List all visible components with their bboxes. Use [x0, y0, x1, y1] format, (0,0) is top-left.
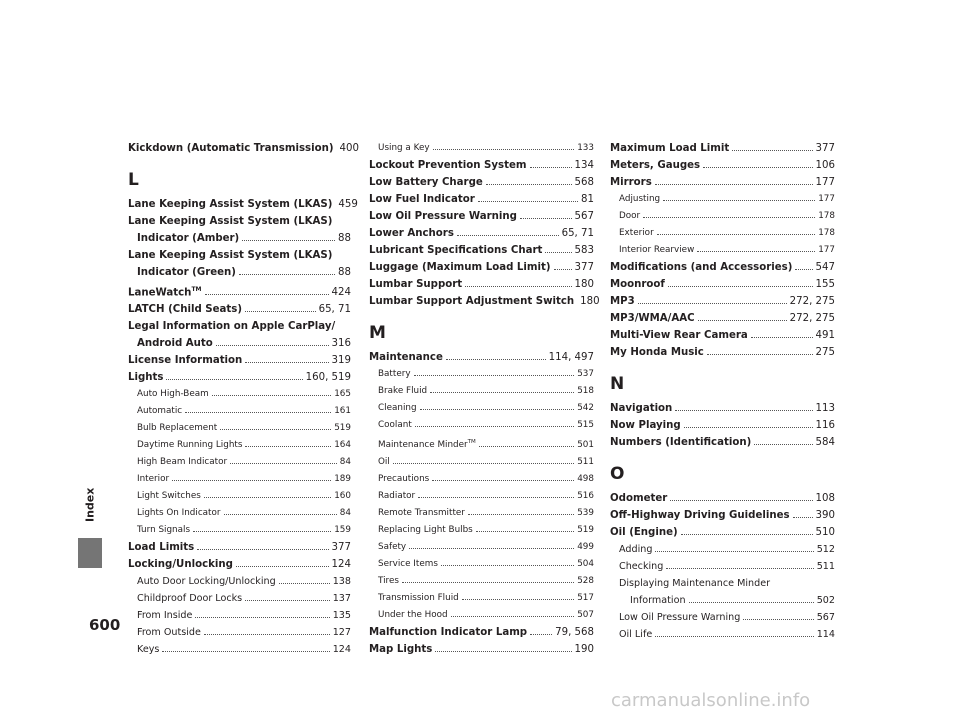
- index-entry[interactable]: Malfunction Indicator Lamp 79, 568: [369, 626, 594, 638]
- index-subentry[interactable]: Safety 499: [369, 539, 594, 556]
- index-subentry[interactable]: Low Oil Pressure Warning 567: [619, 612, 835, 623]
- section-letter-m: M: [369, 323, 386, 343]
- index-subentry[interactable]: Door 178: [610, 208, 835, 225]
- index-subentry[interactable]: Information 502: [630, 595, 835, 606]
- index-entry[interactable]: Lockout Prevention System 134: [369, 160, 594, 171]
- index-entry[interactable]: Lumbar Support 180: [369, 279, 594, 290]
- index-column-2: [369, 140, 600, 658]
- index-subentry[interactable]: Under the Hood 507: [369, 607, 594, 624]
- index-subentry[interactable]: Battery 537: [369, 366, 594, 383]
- section-letter-n: N: [610, 374, 625, 394]
- index-subentry[interactable]: Maintenance Minder™ 501: [369, 434, 594, 454]
- index-entry[interactable]: Multi-View Rear Camera 491: [610, 330, 835, 341]
- index-subentry[interactable]: Adding 512: [619, 544, 835, 555]
- index-subentry[interactable]: Adjusting 177: [610, 191, 835, 208]
- page-number: 600: [89, 616, 121, 634]
- watermark: carmanualsonline.info: [611, 690, 811, 711]
- index-subentry[interactable]: Cleaning 542: [369, 400, 594, 417]
- index-subentry[interactable]: Checking 511: [619, 561, 835, 572]
- index-entry[interactable]: Mirrors 177: [610, 177, 835, 188]
- index-subentry[interactable]: Radiator 516: [369, 488, 594, 505]
- index-entry[interactable]: Oil (Engine) 510: [610, 527, 835, 538]
- index-entry[interactable]: License Information 319: [128, 355, 351, 367]
- index-subentry[interactable]: From Inside 135: [137, 610, 351, 622]
- index-entry-line: Lane Keeping Assist System (LKAS): [128, 250, 333, 261]
- index-entry[interactable]: Load Limits 377: [128, 542, 351, 554]
- index-subentry[interactable]: Light Switches 160: [128, 488, 351, 505]
- index-entry[interactable]: Numbers (Identification) 584: [610, 437, 835, 448]
- index-entry[interactable]: Maximum Load Limit 377: [610, 143, 835, 154]
- index-entry[interactable]: Lubricant Specifications Chart 583: [369, 245, 594, 256]
- index-subentry[interactable]: Brake Fluid 518: [369, 383, 594, 400]
- index-entry[interactable]: Modifications (and Accessories) 547: [610, 262, 835, 273]
- index-entry[interactable]: Low Oil Pressure Warning 567: [369, 211, 594, 222]
- index-subentry[interactable]: Coolant 515: [369, 417, 594, 434]
- index-subentry[interactable]: Oil 511: [369, 454, 594, 471]
- index-subentry[interactable]: High Beam Indicator 84: [128, 454, 351, 471]
- index-column-3: [610, 140, 835, 643]
- index-entry[interactable]: Maintenance 114, 497: [369, 352, 594, 363]
- index-entry[interactable]: Meters, Gauges 106: [610, 160, 835, 171]
- index-subentry[interactable]: Interior 189: [128, 471, 351, 488]
- index-subentry[interactable]: Daytime Running Lights 164: [128, 437, 351, 454]
- index-subentry[interactable]: Service Items 504: [369, 556, 594, 573]
- index-entry[interactable]: Low Battery Charge 568: [369, 177, 594, 188]
- index-subentry[interactable]: Using a Key 133: [369, 140, 594, 157]
- side-tab-marker: [78, 538, 102, 568]
- index-entry-line: Lane Keeping Assist System (LKAS): [128, 216, 333, 227]
- index-subentry[interactable]: Keys 124: [137, 644, 351, 656]
- index-subentry[interactable]: Turn Signals 159: [128, 522, 351, 539]
- index-subentry[interactable]: Childproof Door Locks 137: [137, 593, 351, 605]
- index-entry[interactable]: Low Fuel Indicator 81: [369, 194, 594, 205]
- index-entry[interactable]: My Honda Music 275: [610, 347, 835, 358]
- index-subentry[interactable]: Automatic 161: [128, 403, 351, 420]
- index-subentry[interactable]: Interior Rearview 177: [610, 242, 835, 259]
- index-entry[interactable]: LATCH (Child Seats) 65, 71: [128, 304, 351, 316]
- index-entry-line: Legal Information on Apple CarPlay/: [128, 321, 336, 333]
- index-entry[interactable]: Odometer 108: [610, 493, 835, 504]
- index-entry[interactable]: Now Playing 116: [610, 420, 835, 431]
- index-subentry[interactable]: Tires 528: [369, 573, 594, 590]
- index-entry[interactable]: Indicator (Amber) 88: [137, 233, 351, 244]
- section-letter-l: L: [128, 170, 139, 190]
- index-subentry[interactable]: Auto High-Beam 165: [128, 386, 351, 403]
- index-entry[interactable]: Navigation 113: [610, 403, 835, 414]
- index-subentry[interactable]: Precautions 498: [369, 471, 594, 488]
- index-entry[interactable]: Luggage (Maximum Load Limit) 377: [369, 262, 594, 273]
- index-subentry[interactable]: Replacing Light Bulbs 519: [369, 522, 594, 539]
- index-entry[interactable]: Map Lights 190: [369, 643, 594, 655]
- index-subentry[interactable]: Oil Life 114: [619, 629, 835, 640]
- index-entry[interactable]: Off-Highway Driving Guidelines 390: [610, 510, 835, 521]
- index-entry[interactable]: Lower Anchors 65, 71: [369, 228, 594, 239]
- index-entry[interactable]: Lumbar Support Adjustment Switch 180: [369, 296, 600, 307]
- index-column-1: [128, 140, 359, 658]
- side-tab-label: Index: [83, 487, 97, 523]
- index-entry[interactable]: Moonroof 155: [610, 279, 835, 290]
- index-entry[interactable]: MP3 272, 275: [610, 296, 835, 307]
- index-subentry[interactable]: Transmission Fluid 517: [369, 590, 594, 607]
- index-subentry[interactable]: Bulb Replacement 519: [128, 420, 351, 437]
- index-entry[interactable]: Lane Keeping Assist System (LKAS) 459: [128, 199, 358, 210]
- index-entry[interactable]: LaneWatch™ 424: [128, 286, 351, 299]
- index-entry[interactable]: MP3/WMA/AAC 272, 275: [610, 313, 835, 324]
- index-subentry[interactable]: Remote Transmitter 539: [369, 505, 594, 522]
- index-entry[interactable]: Lights 160, 519: [128, 372, 351, 384]
- index-subentry-line: Displaying Maintenance Minder: [619, 578, 771, 589]
- index-entry[interactable]: Indicator (Green) 88: [137, 267, 351, 278]
- section-letter-o: O: [610, 464, 625, 484]
- index-subentry[interactable]: Lights On Indicator 84: [128, 505, 351, 522]
- index-entry[interactable]: Locking/Unlocking 124: [128, 559, 351, 571]
- index-subentry[interactable]: Exterior 178: [610, 225, 835, 242]
- index-subentry[interactable]: Auto Door Locking/Unlocking 138: [137, 576, 351, 588]
- index-subentry[interactable]: From Outside 127: [137, 627, 351, 639]
- index-entry[interactable]: Android Auto 316: [137, 338, 351, 350]
- index-entry[interactable]: Kickdown (Automatic Transmission) 400: [128, 143, 359, 154]
